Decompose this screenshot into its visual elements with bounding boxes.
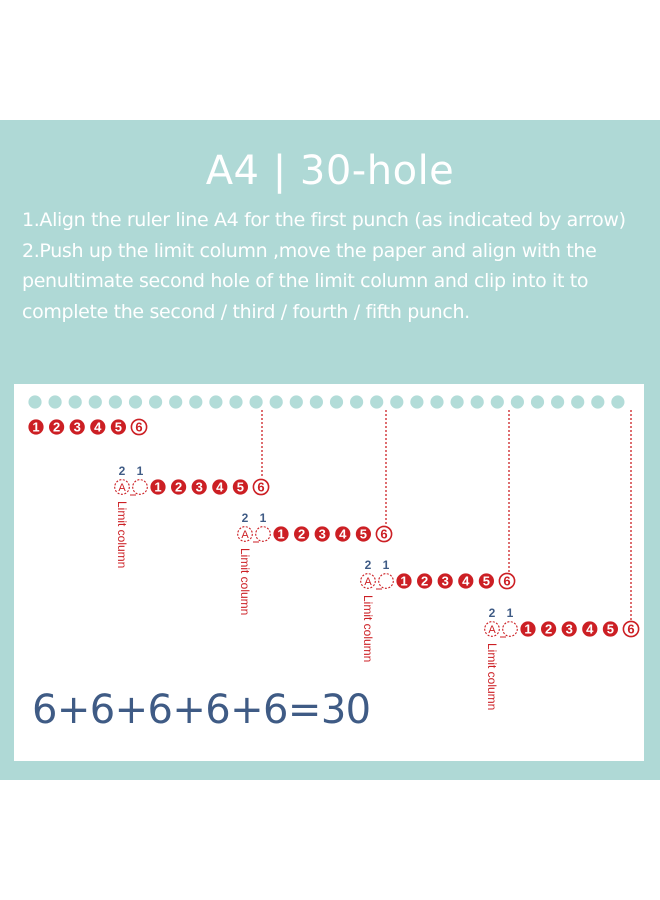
sequence-number-2: 2 [544, 621, 553, 637]
limit-column-label: Limit column [238, 548, 252, 616]
punch-hole [169, 395, 182, 408]
sequence-number-2: 2 [174, 479, 183, 495]
limit-mark-number: 2 [364, 558, 372, 572]
limit-mark-number: 2 [118, 464, 126, 478]
sequence-number-4: 4 [94, 419, 102, 435]
punch-hole [551, 395, 564, 408]
punch-hole [471, 395, 484, 408]
punch-hole [571, 395, 584, 408]
limit-circle-letter: A [118, 482, 126, 494]
sequence-number-6: 6 [627, 621, 635, 637]
punch-hole [69, 395, 82, 408]
instruction-step-2: 2.Push up the limit column ,move the paper and align with the penultimate second hole of the limit column and clip into it to complete the second / third / fourth / fifth punch. [22, 239, 597, 323]
sequence-number-6: 6 [257, 479, 265, 495]
sequence-number-6: 6 [135, 419, 143, 435]
limit-mark-number: 1 [136, 464, 144, 478]
sequence-number-1: 1 [32, 419, 40, 435]
sequence-number-3: 3 [195, 479, 203, 495]
punch-hole [109, 395, 122, 408]
punch-hole [410, 395, 423, 408]
sequence-number-6: 6 [503, 573, 511, 589]
sequence-number-5: 5 [236, 479, 245, 495]
limit-circle-empty [503, 622, 518, 637]
punch-hole [591, 395, 604, 408]
limit-circle-letter: A [488, 624, 496, 636]
instruction-step-1: 1.Align the ruler line A4 for the first punch (as indicated by arrow) [22, 209, 626, 231]
limit-column-label: Limit column [485, 643, 499, 711]
sequence-number-6: 6 [380, 526, 388, 542]
sequence-number-3: 3 [73, 419, 81, 435]
hole-count-formula: 6+6+6+6+6=30 [32, 687, 371, 733]
sequence-number-5: 5 [359, 526, 368, 542]
page-title: A4 | 30-hole [205, 148, 455, 194]
limit-mark-number: 1 [382, 558, 390, 572]
punch-hole [89, 395, 102, 408]
sequence-number-1: 1 [524, 621, 532, 637]
punch-hole [350, 395, 363, 408]
punch-hole [149, 395, 162, 408]
limit-circle-empty [379, 574, 394, 589]
sequence-number-5: 5 [482, 573, 491, 589]
punch-hole [330, 395, 343, 408]
punch-hole [531, 395, 544, 408]
punch-hole [129, 395, 142, 408]
punch-hole [270, 395, 283, 408]
sequence-number-5: 5 [606, 621, 615, 637]
punch-hole [49, 395, 62, 408]
sequence-number-4: 4 [586, 621, 594, 637]
limit-mark-number: 2 [241, 511, 249, 525]
punch-hole [209, 395, 222, 408]
punch-hole [451, 395, 464, 408]
sequence-number-2: 2 [297, 526, 306, 542]
sequence-number-1: 1 [154, 479, 162, 495]
limit-mark-number: 1 [259, 511, 267, 525]
sequence-number-3: 3 [565, 621, 573, 637]
limit-circle-letter: A [364, 576, 372, 588]
limit-column-label: Limit column [361, 595, 375, 663]
punch-hole [370, 395, 383, 408]
punch-hole [229, 395, 242, 408]
limit-circle-empty [133, 480, 148, 495]
punch-hole [189, 395, 202, 408]
limit-column-label: Limit column [115, 501, 129, 569]
sequence-number-1: 1 [400, 573, 408, 589]
punch-hole [390, 395, 403, 408]
punch-hole [611, 395, 624, 408]
punch-hole [430, 395, 443, 408]
sequence-number-1: 1 [277, 526, 285, 542]
punch-hole [28, 395, 41, 408]
punch-hole [511, 395, 524, 408]
limit-circle-empty [256, 527, 271, 542]
sequence-number-2: 2 [420, 573, 429, 589]
limit-mark-number: 2 [488, 606, 496, 620]
sequence-number-3: 3 [318, 526, 326, 542]
limit-circle-letter: A [241, 529, 249, 541]
punch-hole [250, 395, 263, 408]
punch-hole [310, 395, 323, 408]
punch-hole [290, 395, 303, 408]
sequence-number-5: 5 [114, 419, 123, 435]
sequence-number-4: 4 [216, 479, 224, 495]
punch-hole [491, 395, 504, 408]
sequence-number-2: 2 [52, 419, 61, 435]
sequence-number-4: 4 [339, 526, 347, 542]
sequence-number-3: 3 [441, 573, 449, 589]
sequence-number-4: 4 [462, 573, 470, 589]
limit-mark-number: 1 [506, 606, 514, 620]
